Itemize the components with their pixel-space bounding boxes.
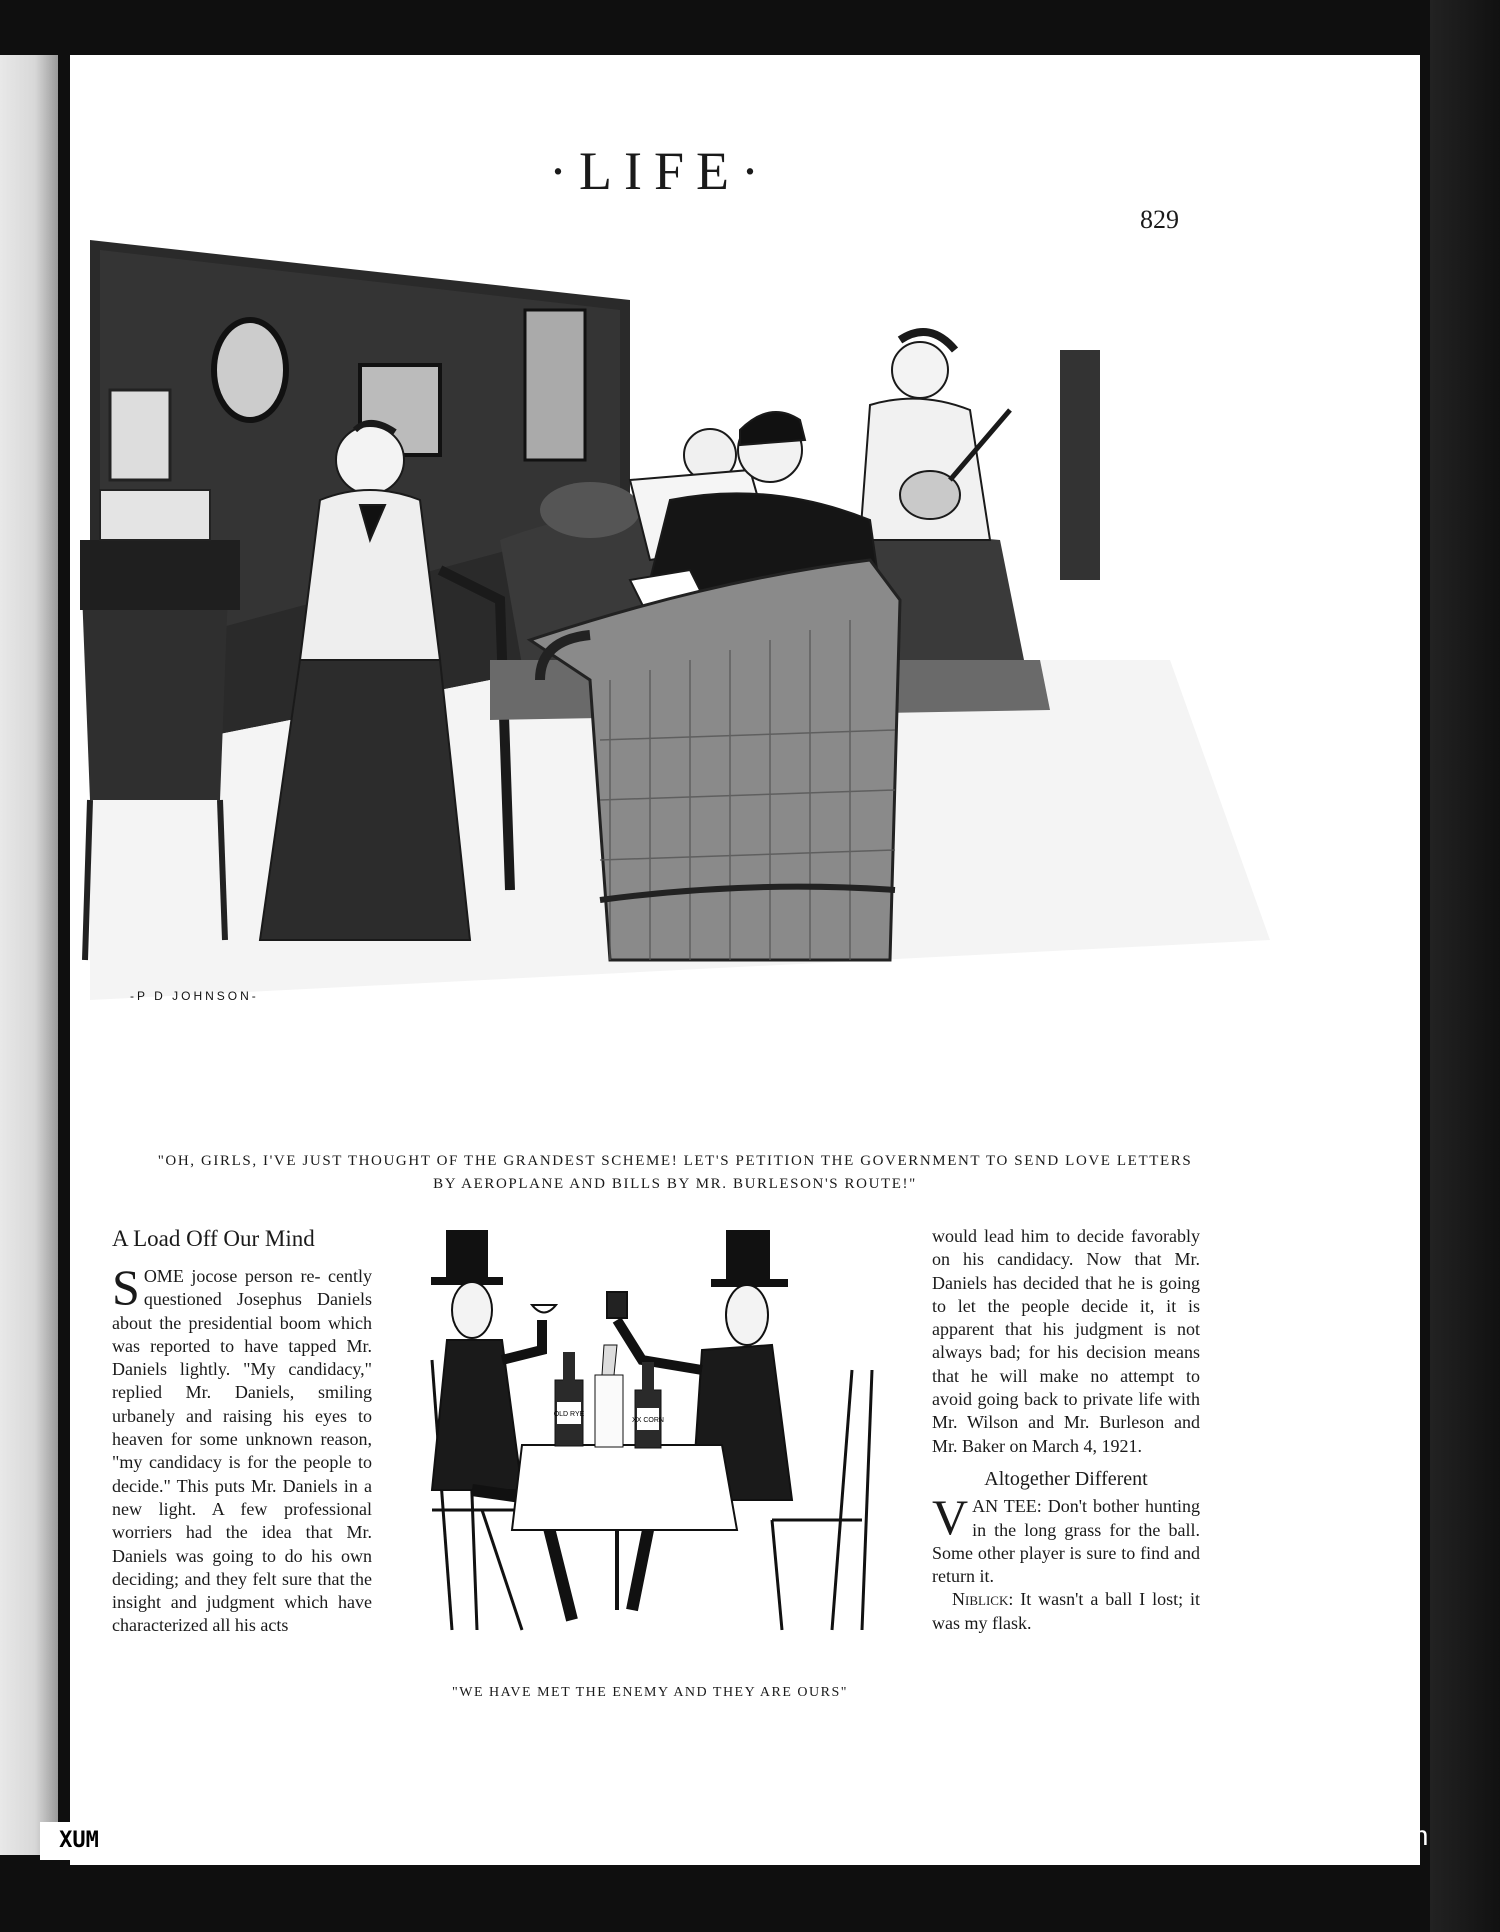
left-man-figure [432, 1230, 572, 1620]
artist-signature: -P D JOHNSON- [130, 989, 259, 1003]
magazine-title: ·LIFE· [549, 141, 771, 201]
article-title: A Load Off Our Mind [112, 1226, 315, 1251]
svg-text:OLD RYE: OLD RYE [553, 1411, 585, 1418]
oval-mirror-icon [214, 320, 286, 420]
page-number: 829 [1140, 205, 1179, 234]
illustration-caption: "OH, GIRLS, I'VE JUST THOUGHT OF THE GRANDEST SCHEME! LET'S PETITION THE GOVERNMENT TO SEND LOVE LETTERS BY AEROPLANE AND BILLS BY MR. BURLESON'S ROUTE!" [157, 1153, 1193, 1192]
article2-title: Altogether Different [984, 1467, 1148, 1490]
left-page-edge [0, 55, 58, 1855]
article-body-left: cently questioned Josephus Daniels about the presidential boom which was reported to have tapped Mr. Daniels lightly. "My candidacy," replied Mr. Daniels, smiling urbanely and raising his eyes to heaven for some unknown reason, "my candidacy is for the people to decide." This puts Mr. Daniels in a new light. A few professional worriers had the idea that Mr. Daniels was going to do his own deciding; and they felt sure that the insight and judgment which have characterized all his acts [112, 1266, 372, 1636]
scan-border-right [1430, 0, 1500, 1932]
speaker-niblick: Niblick: [952, 1589, 1014, 1610]
article-right-column [932, 1225, 1200, 1635]
speaker-van-tee: AN TEE: [972, 1496, 1042, 1517]
article-body-right: would lead him to decide favorably on his candidacy. Now that Mr. Daniels has decided that he is going to let the people decide it, it is apparent that his judgment is not always bad; for his decision means that he will make no attempt to avoid going back to private life with Mr. Wilson and Mr. Burleson and Mr. Baker on March 4, 1921. [932, 1226, 1200, 1456]
article-lead: OME jocose person re- [143, 1266, 321, 1286]
cartoon-caption: "WE HAVE MET THE ENEMY AND THEY ARE OURS" [452, 1685, 848, 1700]
article-load-off-mind-left [112, 1226, 372, 1638]
dialogue-line-2: It wasn't a ball I lost; it was my flask. [932, 1589, 1201, 1633]
wall-picture-icon [110, 390, 170, 480]
siphon-icon [595, 1345, 623, 1447]
svg-text:XX CORN: XX CORN [632, 1417, 664, 1424]
drop-cap: V [932, 1489, 969, 1546]
parlor-illustration [70, 240, 1290, 1140]
bottle-icon [554, 1352, 585, 1446]
dialogue-line-1: Don't bother hunting in the long grass for the ball. Some other player is sure to find and return it. [932, 1496, 1200, 1587]
bottle-icon [632, 1362, 664, 1448]
woman-mandolin-figure [860, 332, 1010, 540]
site-watermark: comicbooks.com [1220, 1820, 1429, 1851]
scan-badge: XUM [40, 1822, 118, 1860]
table-icon [512, 1445, 737, 1610]
toast-cartoon [392, 1230, 912, 1650]
drop-cap: S [112, 1259, 140, 1315]
